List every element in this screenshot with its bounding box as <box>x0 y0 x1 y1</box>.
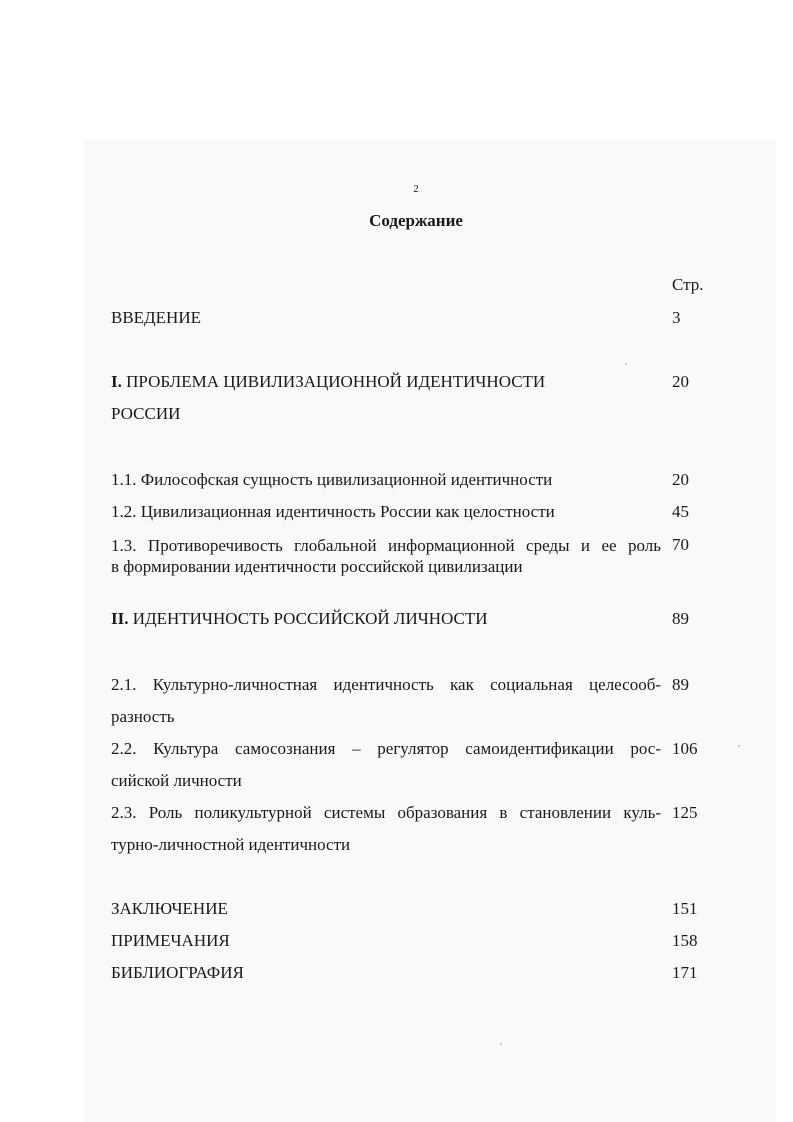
toc-page-notes: 158 <box>672 931 698 950</box>
chapter-2-title: ИДЕНТИЧНОСТЬ РОССИЙСКОЙ ЛИЧНОСТИ <box>132 609 488 628</box>
entry-2-1-line2: разность <box>111 707 175 726</box>
scan-speck <box>625 363 627 365</box>
toc-page-1-3: 70 <box>672 535 689 554</box>
toc-entry-chapter-1 <box>111 366 661 430</box>
entry-2-2-line2: сийской личности <box>111 771 242 790</box>
page-number: 2 <box>413 183 419 195</box>
toc-entry-1-2: 1.2. Цивилизационная идентичность России как целостности <box>111 502 555 521</box>
toc-entry-bibliography: БИБЛИОГРАФИЯ <box>111 963 244 982</box>
toc-entry-1-1: 1.1. Философская сущность цивилизационной идентичности <box>111 470 553 489</box>
entry-2-2-line1: 2.2. Культура самосознания – регулятор самоидентификации рос- <box>111 739 661 758</box>
toc-page-1-2: 45 <box>672 502 689 521</box>
entry-2-3-line1: 2.3. Роль поликультурной системы образования в становлении куль- <box>111 803 661 822</box>
entry-2-3-line2: турно-личностной идентичности <box>111 835 351 854</box>
toc-page-2-1: 89 <box>672 675 689 694</box>
toc-entry-conclusion: ЗАКЛЮЧЕНИЕ <box>111 899 228 918</box>
entry-1-3-line2: в формировании идентичности российской цивилизации <box>111 557 523 576</box>
scan-speck <box>738 745 740 747</box>
chapter-1-title: ПРОБЛЕМА ЦИВИЛИЗАЦИОННОЙ ИДЕНТИЧНОСТИ <box>126 372 546 391</box>
toc-page-2-3: 125 <box>672 803 698 822</box>
toc-entry-1-3 <box>111 535 661 577</box>
toc-page-conclusion: 151 <box>672 899 698 918</box>
toc-page-bibliography: 171 <box>672 963 698 982</box>
chapter-1-line2: РОССИИ <box>111 404 181 423</box>
chapter-1-number: I. <box>111 372 122 391</box>
scan-speck <box>500 1043 502 1045</box>
toc-entry-intro: ВВЕДЕНИЕ <box>111 308 201 327</box>
entry-1-3-line1: 1.3. Противоречивость глобальной информационной среды и ее роль <box>111 536 661 555</box>
toc-entry-chapter-2 <box>111 603 661 635</box>
pages-column-header: Стр. <box>672 275 704 294</box>
chapter-1-line1 <box>111 366 661 398</box>
toc-page-1-1: 20 <box>672 470 689 489</box>
chapter-2-number: II. <box>111 609 129 628</box>
entry-2-1-line1: 2.1. Культурно-личностная идентичность как социальная целесооб- <box>111 675 661 694</box>
toc-page-chapter-1: 20 <box>672 372 689 391</box>
toc-page-chapter-2: 89 <box>672 609 689 628</box>
toc-page-intro: 3 <box>672 308 681 327</box>
toc-entry-2-3 <box>111 797 661 861</box>
toc-entry-notes: ПРИМЕЧАНИЯ <box>111 931 230 950</box>
toc-entry-2-1 <box>111 669 661 733</box>
page-title: Содержание <box>369 211 463 230</box>
toc-entry-2-2 <box>111 733 661 797</box>
toc-page-2-2: 106 <box>672 739 698 758</box>
